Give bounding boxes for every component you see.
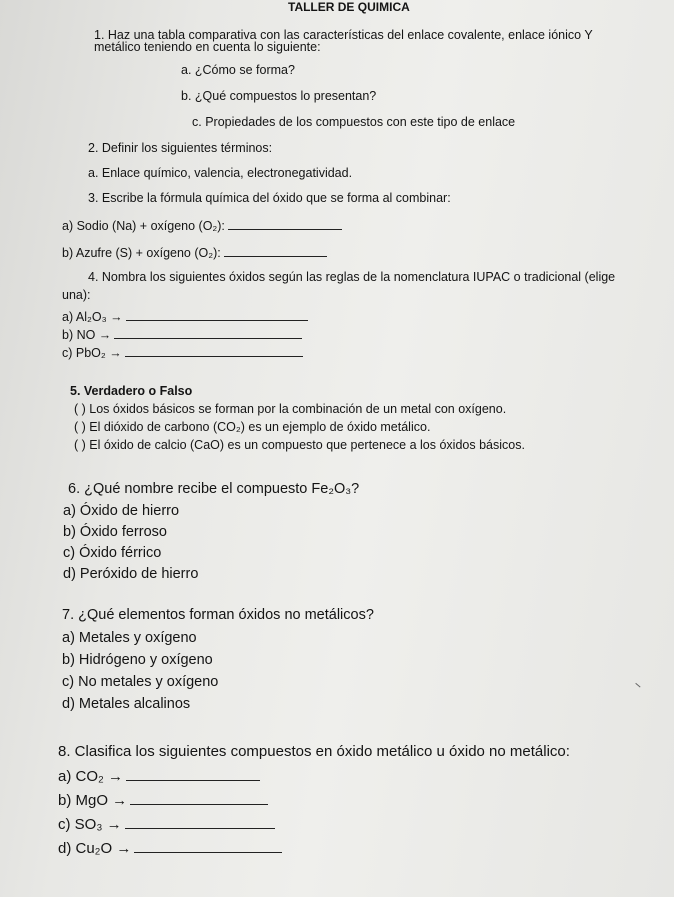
q8-item-d-text: d) Cu₂O → bbox=[58, 840, 132, 857]
q1-line2: metálico teniendo en cuenta lo siguiente: bbox=[94, 40, 321, 54]
page-title: TALLER DE QUIMICA bbox=[288, 0, 410, 14]
q4-item-b bbox=[62, 327, 302, 343]
q1-item-c: c. Propiedades de los compuestos con este tipo de enlace bbox=[192, 115, 516, 129]
answer-line[interactable] bbox=[224, 245, 327, 257]
q3-item-a-text: a) Sodio (Na) + oxígeno (O₂): bbox=[62, 219, 225, 233]
q5-item-1: ( ) Los óxidos básicos se forman por la combinación de un metal con oxígeno. bbox=[74, 402, 507, 416]
q4-item-c bbox=[62, 345, 303, 361]
answer-line[interactable] bbox=[125, 345, 303, 357]
q3-item-b bbox=[62, 245, 327, 261]
answer-line[interactable] bbox=[126, 769, 260, 781]
q4-line1: 4. Nombra los siguientes óxidos según las reglas de la nomenclatura IUPAC o tradicional (elige bbox=[88, 270, 616, 284]
q5-item-2: ( ) El dióxido de carbono (CO₂) es un ejemplo de óxido metálico. bbox=[74, 420, 431, 434]
q2-item-a: a. Enlace químico, valencia, electronegatividad. bbox=[88, 166, 353, 180]
q7-title: 7. ¿Qué elementos forman óxidos no metálicos? bbox=[62, 607, 374, 623]
q6-option-c: c) Óxido férrico bbox=[63, 545, 162, 561]
answer-line[interactable] bbox=[130, 793, 268, 805]
answer-line[interactable] bbox=[114, 327, 302, 339]
pen-mark bbox=[631, 683, 640, 692]
q6-option-b: b) Óxido ferroso bbox=[63, 524, 167, 540]
q3-item-b-text: b) Azufre (S) + oxígeno (O₂): bbox=[62, 246, 221, 260]
q4-line2: una): bbox=[62, 288, 91, 302]
q4-item-c-text: c) PbO₂ → bbox=[62, 346, 122, 360]
q6-title: 6. ¿Qué nombre recibe el compuesto Fe₂O₃? bbox=[68, 481, 360, 497]
q7-option-a: a) Metales y oxígeno bbox=[62, 630, 197, 646]
q3-title: 3. Escribe la fórmula química del óxido que se forma al combinar: bbox=[88, 191, 451, 205]
q2-title: 2. Definir los siguientes términos: bbox=[88, 141, 273, 155]
answer-line[interactable] bbox=[125, 817, 275, 829]
q8-item-b bbox=[58, 791, 268, 810]
q8-item-c-text: c) SO₃ → bbox=[58, 816, 122, 833]
q7-option-b: b) Hidrógeno y oxígeno bbox=[62, 652, 213, 668]
answer-line[interactable] bbox=[134, 841, 282, 853]
q3-item-a bbox=[62, 218, 342, 234]
q6-option-d: d) Peróxido de hierro bbox=[63, 566, 199, 582]
q1-line1: 1. Haz una tabla comparativa con las características del enlace covalente, enlace iónico Y bbox=[94, 28, 593, 42]
q7-option-d: d) Metales alcalinos bbox=[62, 696, 191, 712]
q1-item-b: b. ¿Qué compuestos lo presentan? bbox=[181, 89, 377, 103]
q8-item-a-text: a) CO₂ → bbox=[58, 768, 123, 785]
answer-line[interactable] bbox=[228, 218, 342, 230]
q7-option-c: c) No metales y oxígeno bbox=[62, 674, 219, 690]
q5-item-3: ( ) El óxido de calcio (CaO) es un compuesto que pertenece a los óxidos básicos. bbox=[74, 438, 525, 452]
answer-line[interactable] bbox=[126, 309, 308, 321]
q4-item-a bbox=[62, 309, 308, 325]
q8-item-d bbox=[58, 839, 282, 858]
q8-title: 8. Clasifica los siguientes compuestos en óxido metálico u óxido no metálico: bbox=[58, 743, 570, 760]
q4-item-b-text: b) NO → bbox=[62, 328, 112, 342]
q8-item-a bbox=[58, 767, 260, 786]
q8-item-b-text: b) MgO → bbox=[58, 792, 128, 809]
q6-option-a: a) Óxido de hierro bbox=[63, 503, 180, 519]
q1-item-a: a. ¿Cómo se forma? bbox=[181, 63, 295, 77]
q4-item-a-text: a) Al₂O₃ → bbox=[62, 310, 123, 324]
q8-item-c bbox=[58, 815, 275, 834]
q5-title: 5. Verdadero o Falso bbox=[70, 384, 193, 398]
